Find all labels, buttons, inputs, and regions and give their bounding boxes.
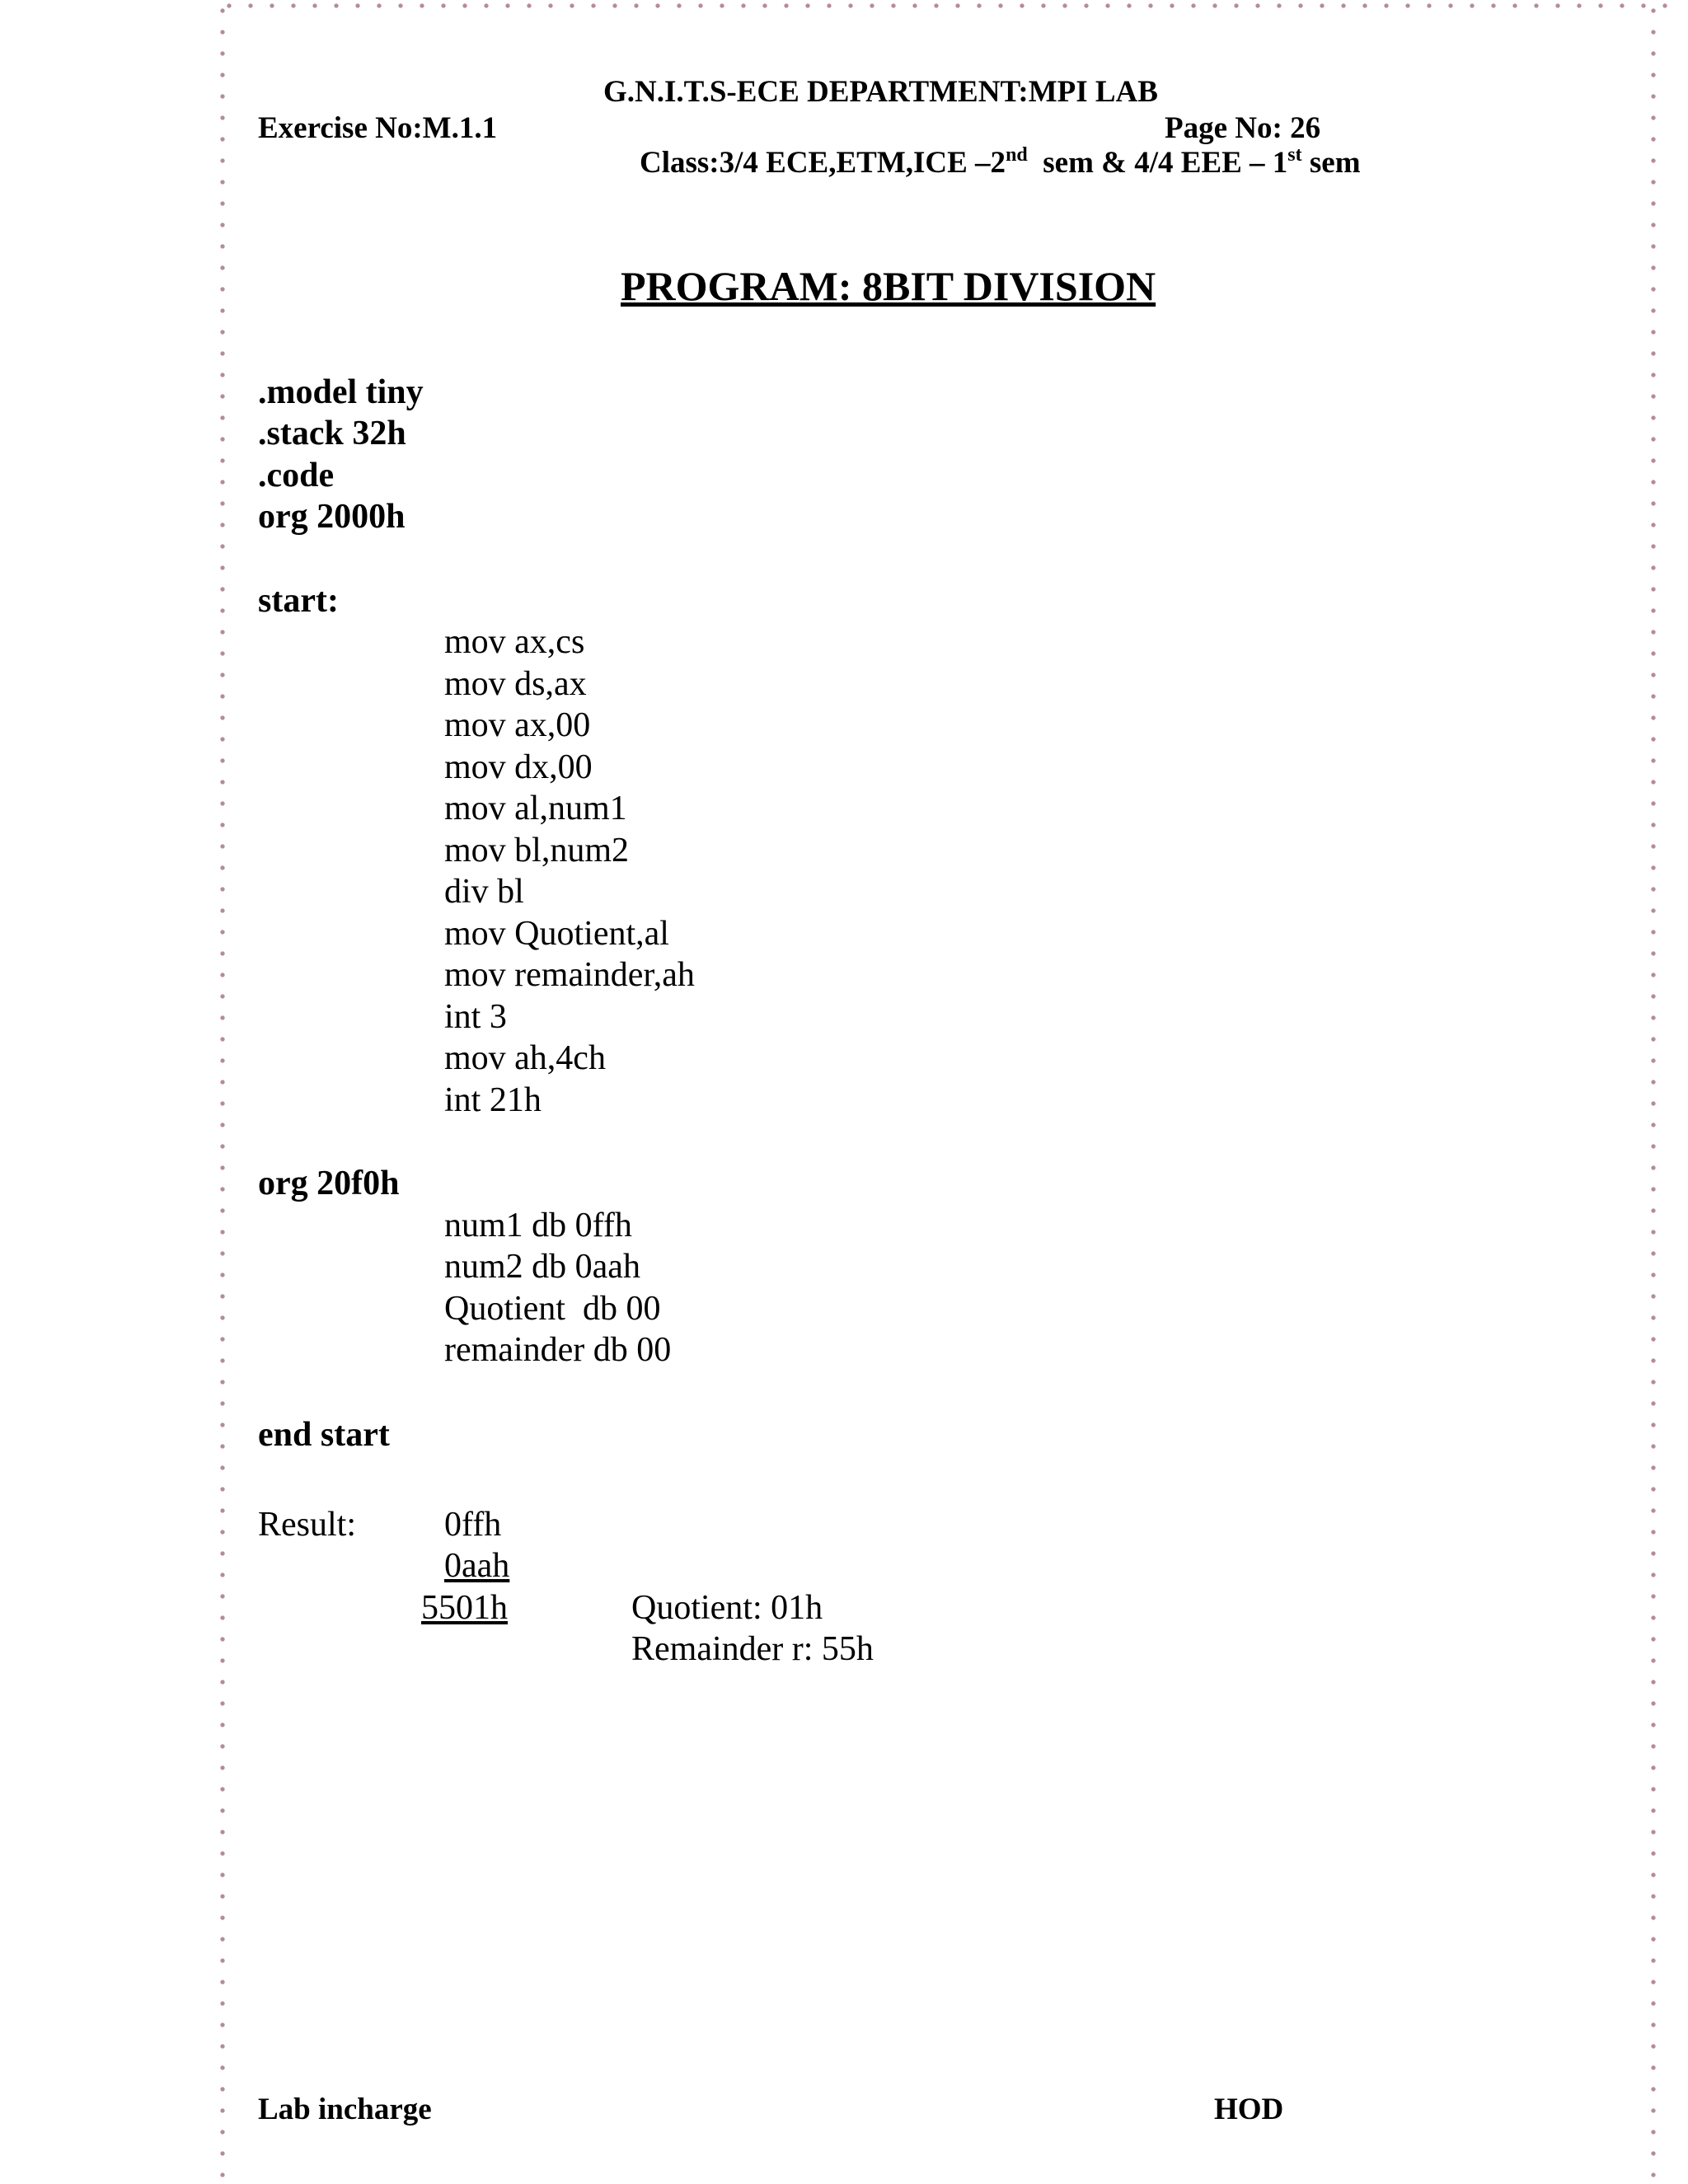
- code-line: mov dx,00: [444, 748, 593, 786]
- result-quotient: Quotient: 01h: [631, 1589, 823, 1627]
- result-value: 5501h: [421, 1589, 508, 1627]
- code-line: mov ah,4ch: [444, 1039, 606, 1077]
- code-line: mov ax,00: [444, 706, 591, 744]
- code-line: int 3: [444, 998, 507, 1036]
- page-number: Page No: 26: [1165, 111, 1321, 145]
- code-line: mov bl,num2: [444, 832, 630, 869]
- page-border-left: [217, 0, 228, 2184]
- end-label: end start: [258, 1416, 390, 1454]
- class-info: Class:3/4 ECE,ETM,ICE –2nd sem & 4/4 EEE – 1st sem: [640, 144, 1361, 180]
- hod-signature: HOD: [1214, 2093, 1284, 2126]
- code-line: int 21h: [444, 1081, 542, 1119]
- data-org-label: org 20f0h: [258, 1165, 400, 1202]
- code-line: num1 db 0ffh: [444, 1207, 632, 1244]
- code-line: mov Quotient,al: [444, 915, 669, 953]
- code-line: num2 db 0aah: [444, 1248, 640, 1286]
- page-border-right: [1648, 0, 1659, 2184]
- code-line: mov al,num1: [444, 790, 627, 827]
- result-label: Result:: [258, 1506, 357, 1544]
- code-line: .code: [258, 457, 335, 494]
- code-line: .stack 32h: [258, 415, 406, 452]
- result-divisor: 0aah: [444, 1547, 510, 1585]
- code-line: remainder db 00: [444, 1331, 672, 1369]
- code-line: Quotient db 00: [444, 1290, 661, 1328]
- code-line: org 2000h: [258, 498, 406, 536]
- code-line: mov ds,ax: [444, 665, 587, 703]
- program-title: PROGRAM: 8BIT DIVISION: [621, 263, 1156, 309]
- result-remainder: Remainder r: 55h: [631, 1630, 874, 1668]
- code-line: div bl: [444, 873, 524, 911]
- start-label: start:: [258, 582, 339, 620]
- code-line: .model tiny: [258, 373, 424, 411]
- code-line: mov ax,cs: [444, 623, 585, 661]
- page-border-top: [218, 0, 1667, 12]
- lab-incharge-signature: Lab incharge: [258, 2093, 432, 2126]
- code-line: mov remainder,ah: [444, 956, 695, 994]
- result-dividend: 0ffh: [444, 1506, 502, 1544]
- department-heading: G.N.I.T.S-ECE DEPARTMENT:MPI LAB: [603, 75, 1158, 109]
- exercise-number: Exercise No:M.1.1: [258, 111, 498, 145]
